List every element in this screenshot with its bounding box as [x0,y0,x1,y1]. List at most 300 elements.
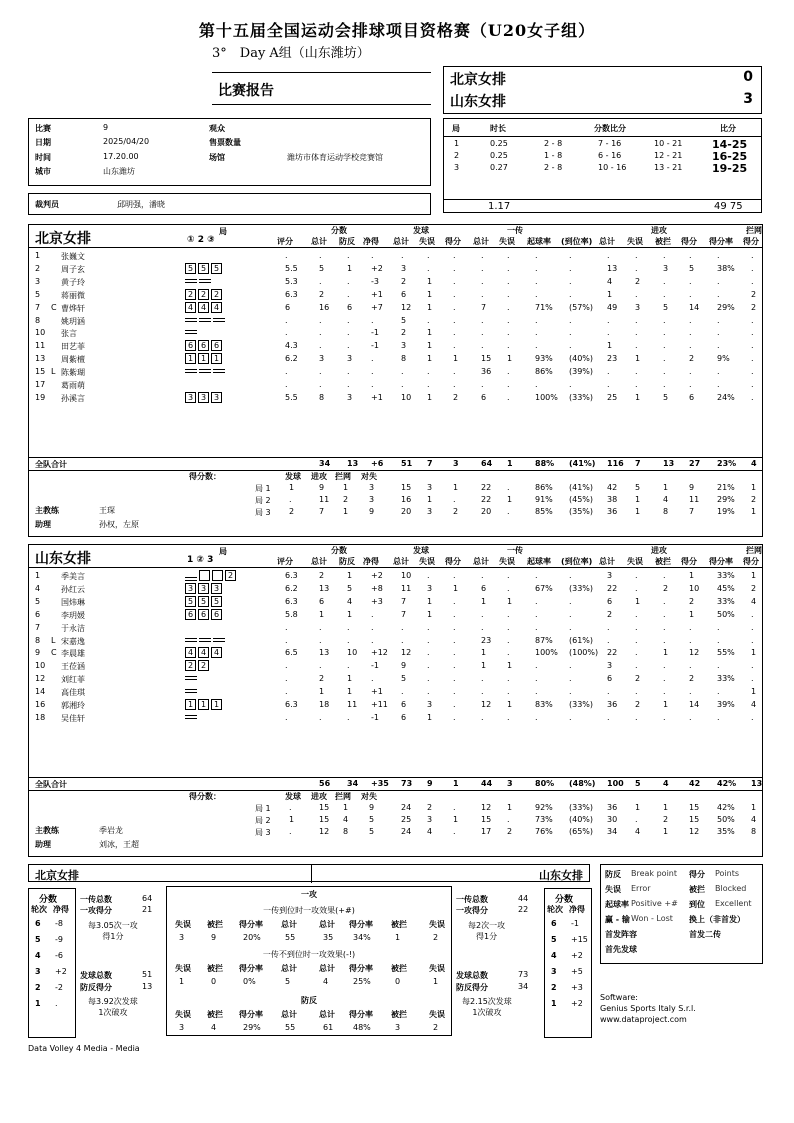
set-number: 1 [454,139,460,148]
set-stat: . [453,827,456,836]
col-head: 被拦 [207,1010,223,1019]
set-stat: 12 [319,827,330,836]
rotation: 5 5 5 [185,596,222,607]
total-value: 56 [319,779,331,788]
stat-value: 2 [635,276,641,286]
info-value: 2025/04/20 [103,137,150,146]
stat-value: 1 [481,648,487,658]
legend-term: 得分 [689,870,705,879]
stat-value: 1 [427,609,433,619]
player-number: 8 [35,315,41,325]
stat-value: . [751,251,754,260]
rotation-net: +15 [571,935,588,944]
col-head: 得分率 [349,920,373,929]
value: 4 [211,1023,217,1032]
set-partial: 2 - 8 [544,139,563,148]
match-info [28,118,431,186]
player-name: 田艺菲 [61,342,85,352]
set-stat: 15 [319,803,330,812]
stat-value: . [507,687,510,697]
value: 5 [285,977,291,986]
player-number: 5 [35,596,41,606]
set-stat: 12 [689,827,700,836]
stat-value: 7 [481,302,487,312]
col-head: 总计 [599,557,615,566]
stat-value: (33%) [569,583,594,593]
player-name: 于永洁 [61,623,85,633]
player-number: 1 [35,571,41,580]
rotation [185,366,227,375]
stat-value: . [635,687,638,697]
set-stat: 15 [401,483,412,492]
stat-value: 3 [427,700,433,709]
col-head: 被拦 [391,964,407,973]
stat-value: . [453,596,456,606]
stat-value: 1 [427,392,433,402]
rotation [185,276,213,285]
stat-value: . [569,571,572,580]
set-stat: . [507,815,510,824]
col-head: 得分 [743,237,759,246]
stat-value: 1 [453,354,459,364]
stat-value: +7 [371,302,383,312]
stat-value: . [285,380,288,389]
head: 分数 [331,546,347,555]
stat-value: 2 [607,609,613,619]
set-stat: 8 [663,507,669,516]
stat-value: 1 [347,609,353,619]
stat-value: 6.2 [285,354,298,364]
stat-value: . [453,251,456,260]
report-label: 比赛报告 [218,83,274,99]
stat-value: . [635,251,638,260]
set-duration: 0.25 [490,151,508,160]
set-score: 19-25 [712,162,748,175]
stat-value: . [427,571,430,580]
col-head: 失误 [429,1010,445,1019]
set-partial: 6 - 16 [598,151,622,160]
referees [28,193,431,215]
divider [212,72,431,73]
stat-value: . [663,687,666,697]
summary-team2: 山东女排 [539,869,583,882]
stat-value: 14 [689,302,700,312]
stat-value: . [285,622,288,632]
stat-value: -1 [371,341,379,351]
stat-value: +11 [371,700,388,709]
stat-value: . [717,635,720,645]
col-head: 得分率 [239,1010,263,1019]
stat-value: . [347,712,350,722]
stat-value: . [663,622,666,632]
stat-value: 49 [607,302,618,312]
player-name: 陈紫瑚 [61,368,85,378]
set-stat: 91% [535,495,553,504]
rotation: 3 3 3 [185,583,222,594]
set-stat: 4 [427,827,433,836]
stat-value: 1 [319,687,325,697]
set-stat: 9 [319,483,325,492]
stat-value: 23 [481,635,492,645]
head: 局 [219,547,227,556]
stat-value: . [427,674,430,684]
col-head: 防反 [339,557,355,566]
player-role: C [51,648,57,658]
total-value: 80% [535,779,555,788]
player-number: 7 [35,302,41,312]
legend-desc: Blocked [715,884,747,893]
total-value: 4 [663,779,669,788]
player-name: 张言 [61,329,77,339]
set-number: 3 [454,163,460,172]
stat-value: . [507,302,510,312]
player-name: 吴佳轩 [61,713,85,723]
stat-value: 3 [663,263,669,273]
team1-rotation-box [28,888,76,1038]
stat-value: . [607,380,610,389]
stat-value: . [569,251,572,260]
col-head: 对失 [361,472,377,481]
scoring-label: 得分数： [189,792,221,801]
legend-term: 防反 [605,870,621,879]
player-number: 9 [35,648,41,658]
total-value: 34 [319,459,331,468]
stat-value: . [663,251,666,260]
player-number: 12 [35,674,46,684]
stat-value: +1 [371,392,383,402]
stat-value: . [635,609,638,619]
stat-value: 1 [427,354,433,364]
info-value: 潍坊市体育运动学校竞赛馆 [287,153,383,162]
stat-value: . [751,315,754,325]
stat-value: . [569,263,572,273]
scoring-label: 得分数： [189,472,221,481]
set-stat: 1 [289,483,295,492]
stat-value: . [689,712,692,722]
stat-value: . [635,622,638,632]
stat-value: 1 [635,596,641,606]
set-stat: 2 [453,507,459,516]
team2-score: 3 [743,91,753,107]
set-stat: 17 [481,827,492,836]
value: 2 [433,1023,439,1032]
label: 发球总数 [456,971,488,980]
stat-value: . [569,328,572,338]
stat-value: . [481,341,484,351]
stat-value: . [717,687,720,697]
rotation-net: +2 [571,951,583,960]
player-role: C [51,302,57,312]
head: 拦网 [746,226,762,235]
stat-value: . [453,687,456,697]
stat-value: . [347,635,350,645]
stat-value: . [507,251,510,260]
legend-desc: Error [631,884,651,893]
set-stat: 3 [369,495,375,504]
stat-value: 1 [427,328,433,338]
stat-value: 3 [319,354,325,364]
set-stat: 29% [717,495,735,504]
stat-value: 50% [717,609,735,619]
col-head: (到位率) [561,237,593,246]
set-stat: 5 [369,827,375,836]
player-name: 刘红菲 [61,675,85,685]
info-value: 9 [103,123,109,132]
stat-value: . [689,635,692,645]
stat-value: 39% [717,700,735,709]
stat-value: . [453,648,456,658]
stat-value: . [453,609,456,619]
col-head: 对失 [361,792,377,801]
legend-term: 到位 [689,900,705,909]
label: 一传总数 [80,895,112,904]
stat-value: . [453,289,456,299]
stat-value: 1 [507,700,513,709]
stat-value: . [401,635,404,645]
stat-value: -3 [371,276,379,286]
total-value: (41%) [569,459,596,468]
stat-value: . [285,328,288,338]
rotation-number: 6 [551,919,557,928]
stat-value: 1 [347,687,353,697]
stat-value: . [535,571,538,580]
stat-value: . [689,289,692,299]
col-head: 发球 [285,792,301,801]
stat-value: 6 [347,302,353,312]
stat-value: . [507,674,510,684]
set-label: 局 3 [255,828,271,837]
stat-value: . [427,622,430,632]
info-label: 时间 [35,153,51,162]
stat-value: 11 [401,583,412,593]
total-value: 1 [507,459,513,468]
stat-value: 55% [717,648,735,658]
col-head: 总计 [281,920,297,929]
stat-value: . [663,380,666,389]
stat-value: . [507,712,510,722]
legend-desc: Excellent [715,899,752,908]
stat-value: . [401,251,404,260]
stat-value: . [635,380,638,389]
total-value: 7 [427,459,433,468]
stat-value: . [285,367,288,377]
note: 每3.92次发球 1次破攻 [88,997,138,1017]
stat-value: . [401,367,404,377]
stat-value: 2 [751,583,757,593]
total-value: 42 [689,779,701,788]
total-value: 27 [689,459,701,468]
stat-value: 45% [717,583,735,593]
stat-value: . [453,571,456,580]
value: 21 [142,905,153,914]
head: 防反 [301,996,317,1005]
player-name: 曹烨轩 [61,303,85,313]
stat-value: 23 [607,354,618,364]
stat-value: . [371,609,374,619]
stat-value: . [635,289,638,299]
stat-value: . [569,622,572,632]
stat-value: . [347,341,350,351]
stat-value: 1 [507,661,513,671]
stat-value: 3 [347,392,353,402]
set-stat: 8 [343,827,349,836]
value: 34% [353,933,371,942]
assistant-label: 助理 [35,840,51,849]
stat-value: +12 [371,648,388,658]
stat-value: . [535,687,538,697]
set-stat: 1 [663,803,669,812]
col-head: 总计 [281,964,297,973]
value: 48% [353,1023,371,1032]
stat-value: 3 [347,354,353,364]
stat-value: . [717,712,720,722]
set-stat: 7 [319,507,325,516]
stat-value: 2 [751,289,757,299]
total-value: 88% [535,459,555,468]
rotation-number: 2 [551,983,557,992]
coach-label: 主教练 [35,506,59,515]
stat-value: . [507,367,510,377]
player-name: 黄子玲 [61,277,85,287]
stat-value: . [717,367,720,377]
player-name: 高佳琪 [61,688,85,698]
set-stat: 4 [635,827,641,836]
rotation-number: 4 [35,951,41,960]
stat-value: 13 [319,583,330,593]
set-stat: . [453,495,456,504]
stat-value: . [507,622,510,632]
col-head: 净得 [363,557,379,566]
col-head: 总计 [599,237,615,246]
stat-value: . [371,367,374,377]
stat-value: . [371,622,374,632]
sets-head: 分数比分 [594,124,626,133]
stat-value: 2 [689,596,695,606]
col-head: 失误 [429,964,445,973]
set-stat: . [635,815,638,824]
stat-value: 14 [689,700,700,709]
value: 1 [433,977,439,986]
sets-won-marker: ① 2 ③ [187,235,215,245]
stat-value: . [535,380,538,389]
stat-value: +3 [371,596,383,606]
set-stat: 36 [607,803,618,812]
sets-head: 时长 [490,124,506,133]
stat-value: . [535,315,538,325]
total-value: 1 [453,779,459,788]
value: 2 [433,933,439,942]
set-stat: . [453,803,456,812]
value: 1 [179,977,185,986]
stat-value: 4.3 [285,341,298,351]
set-stat: 1 [635,803,641,812]
stat-value: (33%) [569,700,594,709]
legend-desc: Won - Lost [631,914,673,923]
stat-value: 5.3 [285,276,298,286]
stat-value: . [717,661,720,671]
stat-value: 33% [717,571,735,580]
stat-value: 6 [319,596,325,606]
stat-value: . [453,328,456,338]
stat-value: . [607,622,610,632]
set-stat: 2 [751,495,757,504]
stat-value: 5 [663,302,669,312]
summary-header [28,864,590,882]
set-stat: 42% [717,803,735,812]
player-number: 6 [35,609,41,619]
total-value: 116 [607,459,624,468]
set-stat: 1 [427,495,433,504]
stat-value: . [663,367,666,377]
stat-value: . [347,251,350,260]
stat-value: . [663,276,666,286]
set-stat: 73% [535,815,553,824]
rotation: 5 5 5 [185,263,222,274]
player-number: 1 [35,251,41,260]
stat-value: 5 [347,583,353,593]
stat-value: . [607,251,610,260]
info-label: 售票数量 [209,138,241,147]
value: 22 [518,905,529,914]
set-stat: 4 [751,815,757,824]
set-stat: 16 [401,495,412,504]
total-value: 4 [751,459,757,468]
stat-value: . [535,596,538,606]
set-stat: 1 [289,815,295,824]
total-value: 100 [607,779,624,788]
set-stat: 11 [319,495,330,504]
stat-value: . [507,341,510,351]
set-stat: 4 [343,815,349,824]
legend-desc: Positive +# [631,899,678,908]
value: 55 [285,1023,296,1032]
stat-value: 5 [689,263,695,273]
stat-value: 38% [717,263,735,273]
stat-value: 5 [663,392,669,402]
set-stat: 2 [427,803,433,812]
total-value: 3 [507,779,513,788]
rotation: 2 [185,570,236,583]
stat-value: . [663,315,666,325]
stat-value: . [319,341,322,351]
stat-value: . [285,687,288,697]
set-score: 14-25 [712,138,748,151]
stat-value: 6 [607,674,613,684]
stat-value: . [285,661,288,671]
stat-value: . [453,712,456,722]
stat-value: . [751,635,754,645]
stat-value: . [751,276,754,286]
set-stat: 1 [343,483,349,492]
player-name: 季美言 [61,572,85,581]
stat-value: 1 [635,354,641,364]
stat-value: +2 [371,263,383,273]
stat-value: 12 [401,648,412,658]
stat-value: 16 [319,302,330,312]
legend-desc: Points [715,869,740,878]
stat-value: 83% [535,700,553,709]
stat-value: . [717,251,720,260]
rotation-net: +2 [55,967,67,976]
col-head: 失误 [627,237,643,246]
stat-value: . [535,263,538,273]
rotation: 6 6 6 [185,609,222,620]
info-label: 观众 [209,124,225,133]
value: 3 [395,1023,401,1032]
value: 1 [395,933,401,942]
stat-value: . [319,712,322,722]
col-head: 得分率 [239,920,263,929]
